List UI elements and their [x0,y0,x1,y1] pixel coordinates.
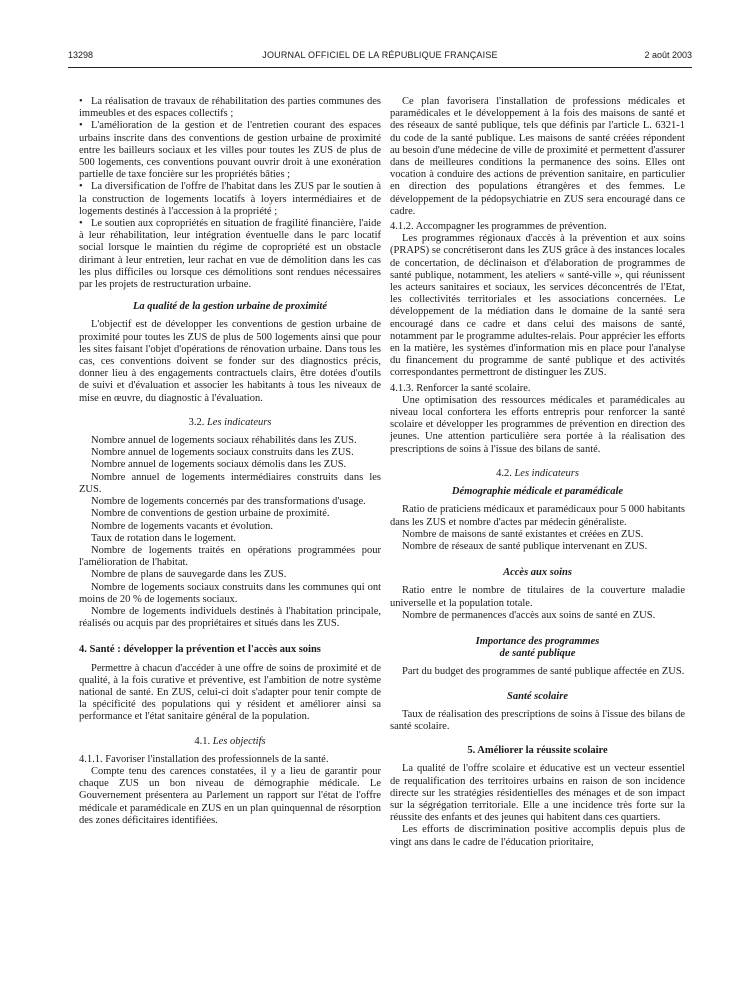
subsection-4-1-2-paragraph: Les programmes régionaux d'accès à la prévention et aux soins (PRAPS) se concrétiseront dans les ZUS grâce à des instances locales de concertation, de déclinaison et d'élaboration de programmes de santé publique, notamment, les ateliers « santé-ville », qui réunissent les acteurs sanitaires et sociaux, les services déconcentrés de l'Etat, les collectivités territoriales et les associations concernées. Le développement de la médiation dans le domaine de la santé sera encouragé dans ce cadre et dans celui des maisons de santé, notamment par le programme adultes-relais. Pour apprécier les efforts en la matière, les systèmes d'information mis en place pour l'analyse du financement du programme de santé publique et des activités correspondantes permettront de distinguer les ZUS. [390,233,685,379]
section-4-paragraph: Permettre à chacun d'accéder à une offre de soins de proximité et de qualité, à la fois curative et préventive, est l'ambition de notre système national de santé. En ZUS, celui-ci doit s'adapter pour tenir compte de la spécificité des populations qui y résident et améliorer ainsi sa performance et l'état sanitaire général de la population. [79,662,381,723]
bullet-icon: • [79,181,83,193]
indicator-item: Taux de rotation dans le logement. [91,532,237,544]
indicator-item: Nombre annuel de logements sociaux construits dans les ZUS. [91,447,354,459]
header-rule [68,67,692,68]
school-health-heading: Santé scolaire [507,690,568,702]
indicator-item: Nombre de permanences d'accès aux soins de santé en ZUS. [402,609,656,621]
indicators-heading: 4.2. Les indicateurs [496,467,579,479]
bullet-icon: • [79,96,83,107]
indicator-item: Nombre de logements concernés par des transformations d'usage. [91,496,366,508]
page-number: 13298 [68,50,94,60]
access-heading: Accès aux soins [503,567,572,579]
subsection-4-1-1-heading: 4.1.1. Favoriser l'installation des professionnels de la santé. [79,753,329,765]
section-4-heading: 4. Santé : développer la prévention et l'accès aux soins [79,644,321,656]
importance-heading [390,636,685,660]
bullet-item: • Le soutien aux copropriétés en situation de fragilité financière, l'aide à leur réhabilitation, leur intégration éventuelle dans le parc locatif social lorsque le maintien du régime de copropriété est un obstacle dirimant à leur entretien, leur rachat en vue de démolition dans les cas les plus difficiles ou lorsque ces démolitions sont rendues nécessaires par les projets de restructuration urbaine. [79,218,381,291]
journal-title: JOURNAL OFFICIEL DE LA RÉPUBLIQUE FRANÇAISE [262,50,498,60]
indicator-item: Nombre de plans de sauvegarde dans les ZUS. [91,569,287,581]
quality-paragraph: L'objectif est de développer les conventions de gestion urbaine de proximité pour toutes les ZUS de plus de 500 logements ainsi que pour les sites faisant l'objet d'opérations de rénovation urbaine. Dans tous les cas, ces conventions doivent se fonder sur des diagnostics précis, donner lieu à des engagements contractuels clairs, être dotées d'outils de suivi et d'évaluation et associer les habitants à tous les niveaux de mise en œuvre, du diagnostic à l'évaluation. [79,319,381,404]
indicator-item: Nombre annuel de logements intermédiaires construits dans les ZUS. [79,471,381,495]
page-header [68,50,692,64]
section-5-paragraph: Les efforts de discrimination positive accomplis depuis plus de vingt ans dans le cadre de l'éducation prioritaire, [390,824,685,848]
plan-paragraph: Ce plan favorisera l'installation de professions médicales et paramédicales et le développement à la fois des maisons de santé et des réseaux de santé publique, tels que définis par l'article L. 6321-1 du code de la santé publique. Les maisons de santé créées répondent au besoin d'une médecine de ville de proximité et permettent d'assurer dans de meilleures conditions la permanence des soins. Elles ont vocation à conduire des actions de prévention sanitaire, en particulier en direction des populations étrangères et des femmes. Le développement de la pédopsychiatrie en ZUS sera encouragé dans ce cadre. [390,96,685,217]
indicator-item: Part du budget des programmes de santé publique affectée en ZUS. [402,666,685,678]
bullet-item: • La réalisation de travaux de réhabilitation des parties communes des immeubles et des espaces collectifs ; [79,96,381,120]
demography-heading: Démographie médicale et paramédicale [451,486,624,498]
indicators-heading: 3.2. Les indicateurs [188,416,272,428]
bullet-item: • L'amélioration de la gestion et de l'entretien courant des espaces urbains inscrite dans des conventions de gestion urbaine de proximité entre les bailleurs sociaux et les villes pour toutes les ZUS de plus de 500 logements, ces conventions pouvant ouvrir droit à une exonération partielle de taxe foncière sur les propriétés bâties ; [79,120,381,181]
indicator-item: Nombre de réseaux de santé publique intervenant en ZUS. [402,540,648,552]
issue-date: 2 août 2003 [644,50,692,60]
section-5-paragraph: La qualité de l'offre scolaire et éducative est un vecteur essentiel de requalification des territoires urbains en raison de son incidence directe sur les stratégies résidentielles des ménages et de son impact sur la ségrégation territoriale. Elle a une incidence très forte sur la réussite des enfants et des jeunes qui habitent dans ces quartiers. [390,763,685,824]
bullet-icon: • [79,120,83,132]
left-column [79,96,381,827]
indicator-item: Taux de réalisation des prescriptions de soins à l'issue des bilans de santé scolaire. [390,708,685,732]
subsection-4-1-1-paragraph: Compte tenu des carences constatées, il y a lieu de garantir pour chaque ZUS un bon niveau de démographie médicale. Le Gouvernement présentera au Parlement un rapport sur l'état de l'offre médicale et paramédicale en ZUS en un plan quinquennal de résorption des zones déficitaires identifiées. [79,765,381,826]
objectives-heading: 4.1. Les objectifs [194,735,266,747]
indicator-item: Nombre annuel de logements sociaux réhabilités dans les ZUS. [91,435,357,447]
bullet-icon: • [79,218,83,230]
indicator-item: Nombre de conventions de gestion urbaine de proximité. [91,508,330,520]
bullet-item: • La diversification de l'offre de l'habitat dans les ZUS par le soutien à la construction de logements locatifs à loyers intermédiaires et de logements destinés à l'accession à la propriété ; [79,181,381,217]
indicator-item: Nombre de logements vacants et évolution. [91,520,273,532]
subsection-4-1-2-heading: 4.1.2. Accompagner les programmes de prévention. [390,221,607,233]
section-5-heading: 5. Améliorer la réussite scolaire [467,745,608,757]
right-column [390,96,685,849]
subsection-4-1-3-heading: 4.1.3. Renforcer la santé scolaire. [390,382,531,394]
indicator-item: Nombre de maisons de santé existantes et créées en ZUS. [402,528,644,540]
indicator-item: Ratio entre le nombre de titulaires de la couverture maladie universelle et la population totale. [390,585,685,609]
importance-heading-line-2: de santé publique [499,648,576,660]
quality-heading: La qualité de la gestion urbaine de proximité [133,301,327,313]
subsection-4-1-3-paragraph: Une optimisation des ressources médicales et paramédicales au niveau local confortera les efforts entrepris pour renforcer la santé scolaire et développer les programmes de prévention en direction des jeunes. Une attention particulière sera portée à la réalisation des prescriptions de soins à l'issue des bilans de santé. [390,394,685,455]
importance-heading-line-1: Importance des programmes [475,635,600,647]
indicator-item: Ratio de praticiens médicaux et paramédicaux pour 5 000 habitants dans les ZUS et nombre d'actes par médecin généraliste. [390,504,685,528]
indicator-item: Nombre de logements sociaux construits dans les communes qui ont moins de 20 % de logements sociaux. [79,581,381,605]
indicator-item: Nombre de logements individuels destinés à l'habitation principale, réalisés ou acquis par des propriétaires et situés dans les ZUS. [79,605,381,630]
indicator-item: Nombre annuel de logements sociaux démolis dans les ZUS. [91,459,347,471]
indicator-item: Nombre de logements traités en opérations programmées pour l'amélioration de l'habitat. [79,544,381,569]
